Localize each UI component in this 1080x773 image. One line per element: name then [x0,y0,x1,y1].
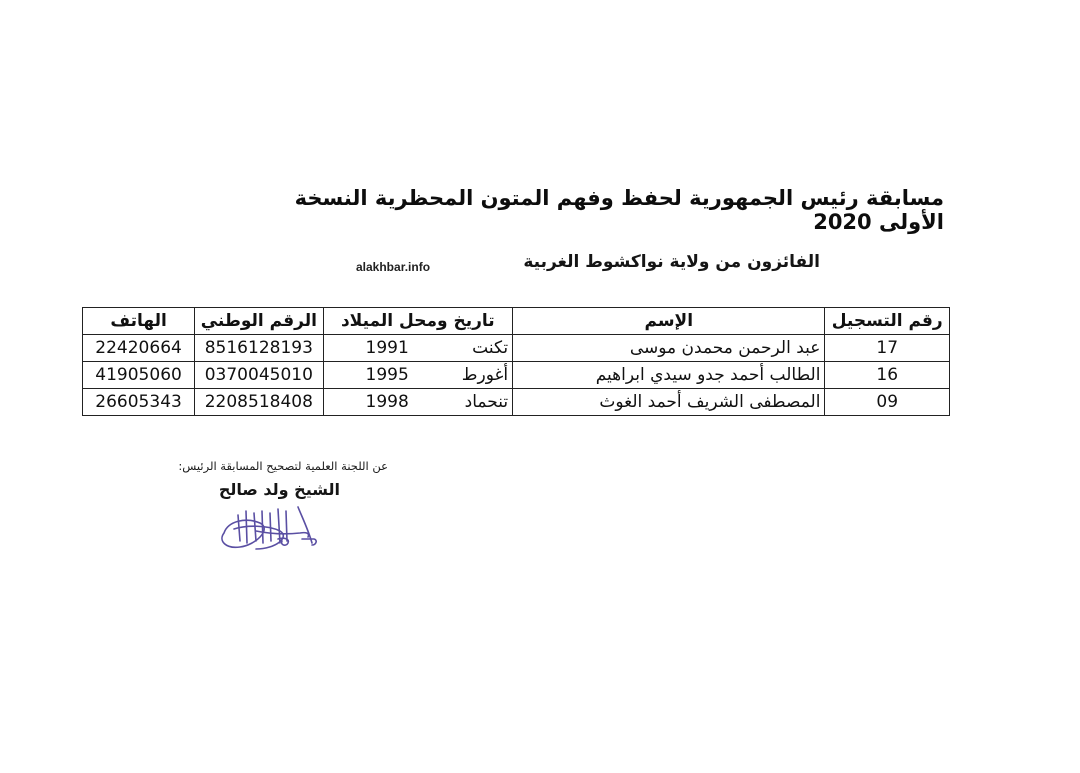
president-name: الشيخ ولد صالح [218,480,340,499]
watermark: alakhbar.info [356,260,431,274]
birth-year: 1995 [365,365,409,385]
cell-birth [323,389,513,416]
document-title: مسابقة رئيس الجمهورية لحفظ وفهم المتون المحظرية النسخة الأولى 2020 [294,186,944,234]
header-national-id: الرقم الوطني [195,308,323,335]
cell-phone: 41905060 [83,362,195,389]
birth-year: 1998 [365,392,409,412]
cell-name: عبد الرحمن محمدن موسى [513,335,825,362]
cell-reg-no: 17 [825,335,950,362]
cell-reg-no: 16 [825,362,950,389]
cell-phone: 26605343 [83,389,195,416]
cell-birth [323,362,513,389]
table-header-row [83,308,950,335]
cell-phone: 22420664 [83,335,195,362]
header-phone: الهاتف [83,308,195,335]
cell-national-id: 8516128193 [195,335,323,362]
birth-year: 1991 [365,338,409,358]
cell-name: المصطفى الشريف أحمد الغوث [513,389,825,416]
table-row [83,335,950,362]
cell-birth [323,335,513,362]
committee-label: عن اللجنة العلمية لتصحيح المسابقة الرئيس: [178,459,388,473]
cell-name: الطالب أحمد جدو سيدي ابراهيم [513,362,825,389]
table-row [83,362,950,389]
header-birth: تاريخ ومحل الميلاد [323,308,513,335]
cell-national-id: 0370045010 [195,362,323,389]
birth-place: تكنت [472,338,509,358]
birth-place: تنحماد [464,392,509,412]
signature-image [216,503,326,555]
header-reg-no: رقم التسجيل [825,308,950,335]
document-subtitle: الفائزون من ولاية نواكشوط الغربية [523,252,820,272]
header-name: الإسم [513,308,825,335]
cell-national-id: 2208518408 [195,389,323,416]
table-row [83,389,950,416]
cell-reg-no: 09 [825,389,950,416]
birth-place: أغورط [461,365,509,385]
winners-table [82,307,950,416]
